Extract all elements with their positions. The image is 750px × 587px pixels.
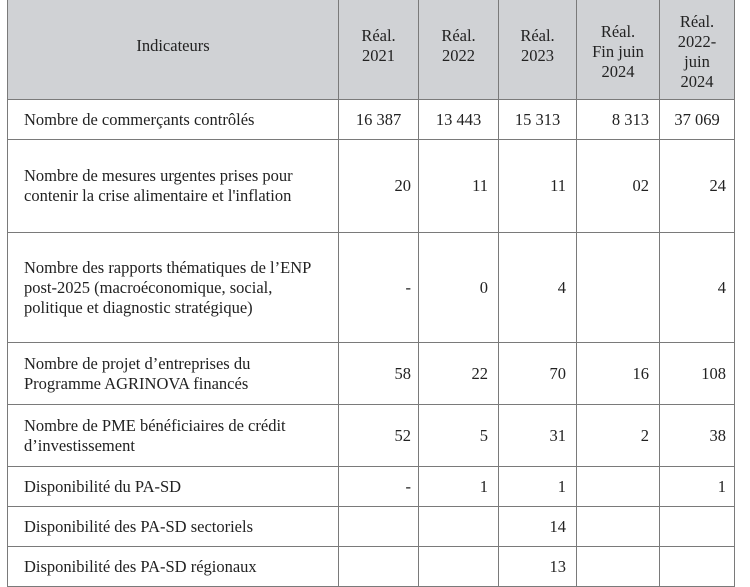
row-label: Disponibilité des PA-SD sectoriels bbox=[8, 507, 339, 547]
indicators-table bbox=[7, 0, 735, 587]
value-2021: - bbox=[339, 233, 419, 343]
value-2023: 4 bbox=[499, 233, 577, 343]
table-row bbox=[8, 467, 735, 507]
value-2022: 0 bbox=[419, 233, 499, 343]
row-label: Nombre des rapports thématiques de l’ENP post-2025 (macroéconomique, social, politique et diagnostic stratégique) bbox=[8, 233, 339, 343]
value-2022-juin-2024 bbox=[660, 507, 735, 547]
value-2021 bbox=[339, 507, 419, 547]
value-2023: 14 bbox=[499, 507, 577, 547]
header-2022-juin-2024 bbox=[660, 0, 735, 100]
value-2022: 22 bbox=[419, 343, 499, 405]
value-2022-juin-2024: 38 bbox=[660, 405, 735, 467]
table-row bbox=[8, 507, 735, 547]
row-label: Disponibilité des PA-SD régionaux bbox=[8, 547, 339, 587]
value-2023: 31 bbox=[499, 405, 577, 467]
table-row bbox=[8, 405, 735, 467]
value-fin-juin-2024 bbox=[577, 547, 660, 587]
header-2023 bbox=[499, 0, 577, 100]
value-2023: 13 bbox=[499, 547, 577, 587]
value-2022 bbox=[419, 547, 499, 587]
header-label: Réal. 2022- juin 2024 bbox=[677, 12, 717, 91]
header-label: Réal. Fin juin 2024 bbox=[592, 22, 644, 81]
value-2022-juin-2024: 108 bbox=[660, 343, 735, 405]
header-label: Réal. 2021 bbox=[361, 26, 396, 65]
table-row bbox=[8, 100, 735, 140]
header-label: Réal. 2023 bbox=[520, 26, 555, 65]
value-fin-juin-2024 bbox=[577, 233, 660, 343]
row-label: Nombre de projet d’entreprises du Programme AGRINOVA financés bbox=[8, 343, 339, 405]
value-2023: 70 bbox=[499, 343, 577, 405]
value-2023: 11 bbox=[499, 140, 577, 233]
row-label: Nombre de PME bénéficiaires de crédit d’investissement bbox=[8, 405, 339, 467]
value-fin-juin-2024 bbox=[577, 467, 660, 507]
value-2022-juin-2024: 1 bbox=[660, 467, 735, 507]
row-label: Nombre de mesures urgentes prises pour contenir la crise alimentaire et l'inflation bbox=[8, 140, 339, 233]
header-2022 bbox=[419, 0, 499, 100]
header-row bbox=[8, 0, 735, 100]
table-row bbox=[8, 233, 735, 343]
table-row bbox=[8, 140, 735, 233]
value-2022-juin-2024: 24 bbox=[660, 140, 735, 233]
value-2023: 15 313 bbox=[499, 100, 577, 140]
value-2021 bbox=[339, 547, 419, 587]
value-2022: 5 bbox=[419, 405, 499, 467]
value-2022 bbox=[419, 507, 499, 547]
table-row bbox=[8, 343, 735, 405]
value-2021: 52 bbox=[339, 405, 419, 467]
value-fin-juin-2024: 2 bbox=[577, 405, 660, 467]
value-2021: 58 bbox=[339, 343, 419, 405]
value-2023: 1 bbox=[499, 467, 577, 507]
value-2022: 13 443 bbox=[419, 100, 499, 140]
header-indicateurs bbox=[8, 0, 339, 100]
table-row bbox=[8, 547, 735, 587]
value-2021: - bbox=[339, 467, 419, 507]
header-label: Réal. 2022 bbox=[441, 26, 476, 65]
value-fin-juin-2024: 16 bbox=[577, 343, 660, 405]
value-2022: 11 bbox=[419, 140, 499, 233]
value-2022-juin-2024: 4 bbox=[660, 233, 735, 343]
value-2022-juin-2024 bbox=[660, 547, 735, 587]
value-2021: 16 387 bbox=[339, 100, 419, 140]
header-2021 bbox=[339, 0, 419, 100]
header-fin-juin-2024 bbox=[577, 0, 660, 100]
value-2022: 1 bbox=[419, 467, 499, 507]
value-2022-juin-2024: 37 069 bbox=[660, 100, 735, 140]
value-fin-juin-2024 bbox=[577, 507, 660, 547]
value-fin-juin-2024: 02 bbox=[577, 140, 660, 233]
row-label: Nombre de commerçants contrôlés bbox=[8, 100, 339, 140]
header-label: Indicateurs bbox=[136, 36, 210, 55]
value-fin-juin-2024: 8 313 bbox=[577, 100, 660, 140]
value-2021: 20 bbox=[339, 140, 419, 233]
row-label: Disponibilité du PA-SD bbox=[8, 467, 339, 507]
